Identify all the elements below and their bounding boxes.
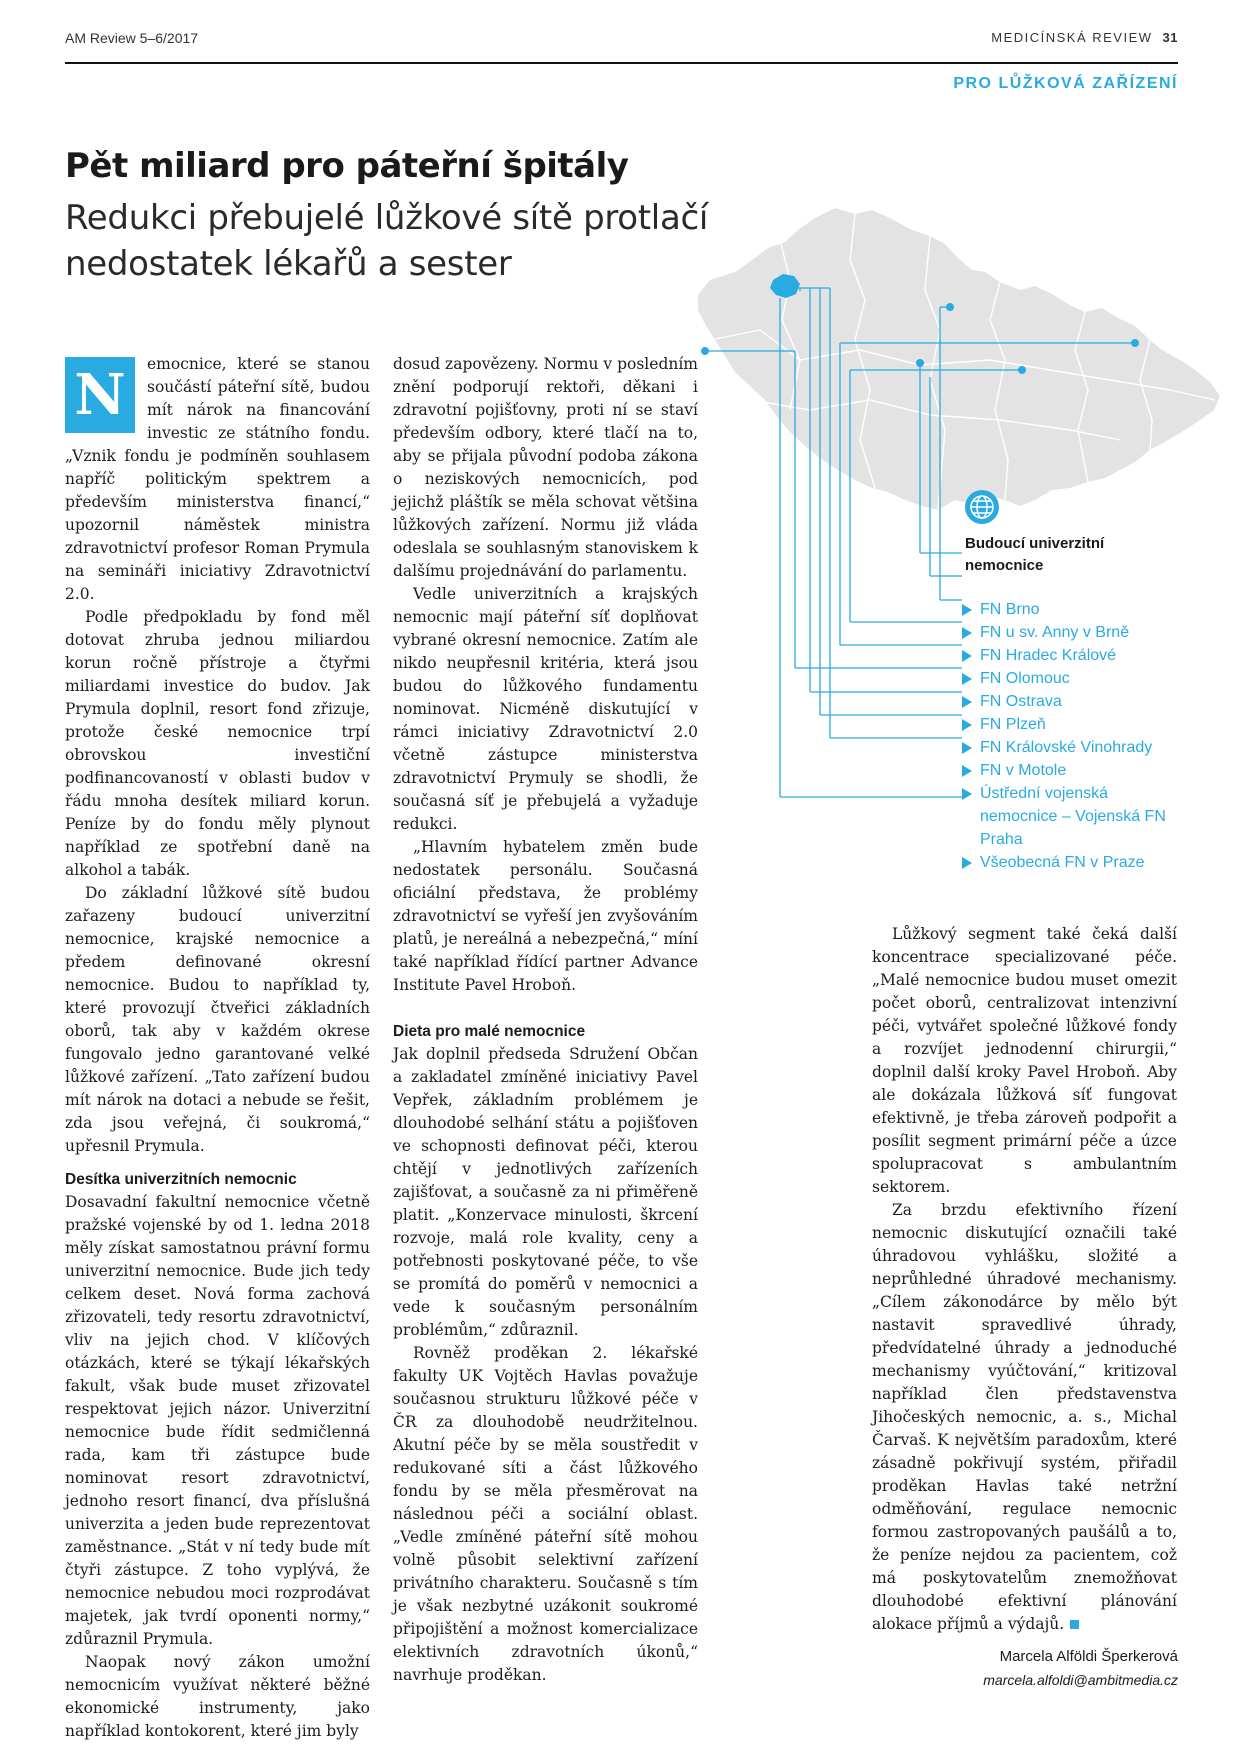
dropcap: N xyxy=(65,357,135,433)
section-label: PRO LŮŽKOVÁ ZAŘÍZENÍ xyxy=(953,75,1178,92)
list-item: FN Hradec Králové xyxy=(962,644,1170,667)
arrow-right-icon xyxy=(962,673,972,685)
paragraph: Dosavadní fakultní nemocnice včetně pražské vojenské by od 1. ledna 2018 měly získat samostatnou právní formu univerzitní nemocnice. Bude jich tedy celkem deset. Nová forma zachová zřizovateli, tedy resortu zdravotnictví, vliv na jejich chod. V klíčových otázkách, které se týkají lékařských fakult, však bude muset zřizovatel respektovat jejich názor. Univerzitní nemocnice bude řídit sedmičlenná rada, kam tři zástupce bude nominovat resort zdravotnictví, jednoho resort financí, dva příslušná univerzita a jeden bude reprezentovat zaměstnance. „Stát v ní tedy bude mít čtyři zástupce. Z toho vyplývá, že nemocnice nebudou moci rozprodávat majetek, jak tvrdí oponenti normy,“ zdůraznil Prymula. xyxy=(65,1193,370,1648)
list-item: FN Ostrava xyxy=(962,690,1170,713)
paragraph: Podle předpokladu by fond měl dotovat zhruba jednou miliardou korun ročně přístroje a čtyřmi miliardami investice do budov. Jak Prymula doplnil, resort fond zřizuje, protože české nemocnice trpí obrovskou investiční podfinancovaností v oblasti budov v řádu mnoha desítek miliard korun. Peníze by do fondu měly plynout například ze spotřební daně na alkohol a tabák. xyxy=(65,608,370,879)
page-number: 31 xyxy=(1162,30,1178,45)
arrow-right-icon xyxy=(962,719,972,731)
paragraph: „Hlavním hybatelem změn bude nedostatek personálu. Současná oficiální představa, že problémy zdravotnictví se vyřeší jen zvyšováním platů, je nereálná a nebezpečná,“ míní také například řídící partner Advance Institute Pavel Hroboň. xyxy=(393,838,698,994)
hospital-list xyxy=(962,598,1170,874)
arrow-right-icon xyxy=(962,788,972,800)
paragraph: emocnice, které se stanou součástí páteřní sítě, budou mít nárok na financování investic ze státního fondu. „Vznik fondu je podmíněn souhlasem napříč politickým spektrem a především ministerstva financí,“ upozornil náměstek ministra zdravotnictví profesor Roman Prymula na semináři iniciativy Zdravotnictví 2.0. xyxy=(65,355,370,603)
paragraph: Vedle univerzitních a krajských nemocnic mají páteřní síť doplňovat vybrané okresní nemocnice. Zatím ale nikdo neupřesnil kritéria, která jsou budou do lůžkového fundamentu nominovat. Nicméně diskutující v rámci iniciativy Zdravotnictví 2.0 včetně zástupce ministerstva zdravotnictví Prymuly se shodli, že současná síť je přebujelá a vyžaduje redukci. xyxy=(393,585,698,833)
section-name: MEDICÍNSKÁ REVIEW xyxy=(991,30,1153,45)
subheading: Desítka univerzitních nemocnic xyxy=(65,1171,297,1188)
map-legend-title: Budoucí univerzitní nemocnice xyxy=(965,535,1105,574)
paragraph: Lůžkový segment také čeká další koncentrace specializované péče. „Malé nemocnice budou muset omezit počet oborů, centralizovat intenzivní péči, vytvářet společné lůžkové fondy a rozvíjet jednodenní chirurgii,“ doplnil další kroky Pavel Hroboň. Aby ale dokázala lůžková síť fungovat efektivně, je třeba zároveň podpořit a posílit segment primární péče a úzce spolupracovat s ambulantním sektorem. xyxy=(872,925,1177,1196)
article-column-1 xyxy=(65,353,370,1743)
globe-icon xyxy=(965,490,999,524)
arrow-right-icon xyxy=(962,650,972,662)
list-item: FN v Motole xyxy=(962,759,1170,782)
list-item: FN Brno xyxy=(962,598,1170,621)
arrow-right-icon xyxy=(962,696,972,708)
article-subtitle: Redukci přebujelé lůžkové sítě protlačí nedostatek lékařů a sester xyxy=(65,198,709,284)
list-item: FN u sv. Anny v Brně xyxy=(962,621,1170,644)
czech-republic-map xyxy=(698,208,1220,510)
arrow-right-icon xyxy=(962,627,972,639)
author-name: Marcela Alföldi Šperkerová xyxy=(999,1648,1178,1665)
paragraph: Do základní lůžkové sítě budou zařazeny budoucí univerzitní nemocnice, krajské nemocnice a předem definované okresní nemocnice. Budou to například ty, které provozují čtveřici základních oborů, tak aby v každém okrese fungovalo jedno garantované velké lůžkové zařízení. „Tato zařízení budou mít nárok na dotaci a nebude se řešit, zda jsou veřejná, či soukromá,“ upřesnil Prymula. xyxy=(65,884,370,1155)
list-item: FN Plzeň xyxy=(962,713,1170,736)
list-item: FN Olomouc xyxy=(962,667,1170,690)
paragraph: dosud zapovězeny. Normu v posledním znění podporují rektoři, děkani i zdravotní pojišťovny, proti ní se staví především odbory, které tlačí na to, aby se přijala původní podoba zákona o neziskových nemocnicích, pod jejichž pláštík se měla schovat většina lůžkových zařízení. Normu již vláda odeslala se souhlasným stanoviskem k dalšímu projednávání do parlamentu. xyxy=(393,355,698,580)
arrow-right-icon xyxy=(962,765,972,777)
article-title: Pět miliard pro páteřní špitály xyxy=(65,146,629,186)
end-mark xyxy=(1070,1620,1079,1629)
issue-label: AM Review 5–6/2017 xyxy=(65,30,199,46)
arrow-right-icon xyxy=(962,742,972,754)
article-column-2 xyxy=(393,353,698,1687)
paragraph: Za brzdu efektivního řízení nemocnic diskutující označili také úhradovou vyhlášku, složité a neprůhledné úhradové mechanismy. „Cílem zákonodárce by mělo být nastavit spravedlivé úhrady, předvídatelné úhrady a jednoduché mechanismy vyúčtování,“ kritizoval například člen představenstva Jihočeských nemocnic, a. s., Michal Čarvaš. K největším paradoxům, které zásadně pokřivují systém, přiřadil proděkan Havlas také netržní odměňování, regulace nemocnic formou zastropovaných paušálů a to, že peníze nejdou za pacientem, což má poskytovatelům znemožňovat dlouhodobé efektivní plánování alokace příjmů a výdajů. xyxy=(872,1201,1177,1633)
paragraph: Rovněž proděkan 2. lékařské fakulty UK Vojtěch Havlas považuje současnou strukturu lůžkové péče v ČR za dlouhodobě neudržitelnou. Akutní péče by se měla soustředit v redukované síti a část lůžkového fondu by se měla přesměrovat na následnou péči a sociální oblast. „Vedle zmíněné páteřní sítě mohou volně působit selektivní zařízení privátního charakteru. Současně s tím je však nezbytné uzákonit soukromé připojištění a možnost komercializace elektivních zdravotních úkonů,“ navrhuje proděkan. xyxy=(393,1344,698,1684)
paragraph: Naopak nový zákon umožní nemocnicím využívat některé běžné ekonomické instrumenty, jako například kontokorent, které jim byly xyxy=(65,1653,370,1740)
article-column-3 xyxy=(872,923,1177,1636)
running-header xyxy=(991,30,1178,45)
arrow-right-icon xyxy=(962,857,972,869)
list-item: Ústřední vojenská nemocnice – Vojenská FN Praha xyxy=(962,782,1170,851)
list-item: Všeobecná FN v Praze xyxy=(962,851,1170,874)
subheading: Dieta pro malé nemocnice xyxy=(393,1023,586,1040)
paragraph: Jak doplnil předseda Sdružení Občan a zakladatel zmíněné iniciativy Pavel Vepřek, základním problémem je dlouhodobé selhání státu a pojišťoven ve schopnosti definovat péči, kterou chtějí v jednotlivých zařízeních zajišťovat, a současně za ni přiměřeně platit. „Konzervace minulosti, škrcení rozvoje, malá role kvality, ceny a potřebnosti poskytované péče, to vše se promítá do poměrů v nemocnici a vede k současným personálním problémům,“ zdůraznil. xyxy=(393,1045,698,1339)
author-email[interactable]: marcela.alfoldi@ambitmedia.cz xyxy=(983,1672,1178,1688)
header-rule xyxy=(65,62,1178,64)
list-item: FN Královské Vinohrady xyxy=(962,736,1170,759)
arrow-right-icon xyxy=(962,604,972,616)
